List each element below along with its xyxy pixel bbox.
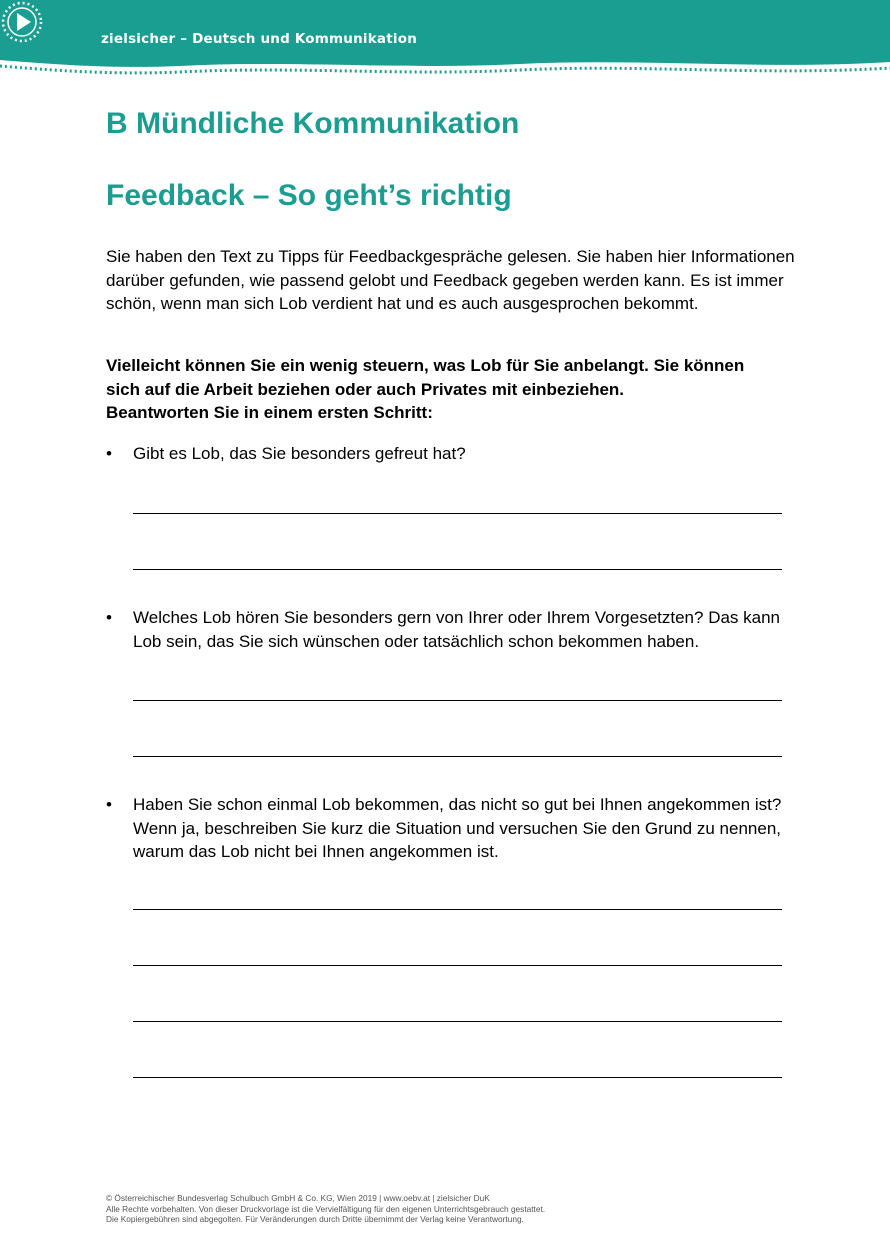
play-logo-icon <box>0 0 44 44</box>
question-1: Gibt es Lob, das Sie besonders gefreut hat? <box>133 444 466 463</box>
section-title: B Mündliche Kommunikation <box>106 107 520 140</box>
bullet-icon: • <box>106 795 112 814</box>
intro-paragraph: Sie haben den Text zu Tipps für Feedbackgespräche gelesen. Sie haben hier Informationen darüber gefunden, wie passend gelobt und Feedback gegeben werden kann. Es ist immer schön, wenn man sich Lob verdient hat und es auch ausgesprochen bekommt. <box>106 247 795 313</box>
answer-line[interactable] <box>133 909 782 910</box>
header-banner <box>0 0 890 80</box>
page-title: Feedback – So geht’s richtig <box>106 179 512 212</box>
copyright-footer <box>106 1193 806 1225</box>
bullet-icon: • <box>106 444 112 463</box>
answer-line[interactable] <box>133 1021 782 1022</box>
footer-line: Die Kopiergebühren sind abgegolten. Für Veränderungen durch Dritte übernimmt der Verlag keine Verantwortung. <box>106 1214 524 1224</box>
question-2: Welches Lob hören Sie besonders gern von Ihrer oder Ihrem Vorgesetzten? Das kann Lob sein, das Sie sich wünschen oder tatsächlich schon bekommen haben. <box>133 608 781 651</box>
task-line: sich auf die Arbeit beziehen oder auch Privates mit einbeziehen. <box>106 379 625 399</box>
footer-line: Alle Rechte vorbehalten. Von dieser Druckvorlage ist die Vervielfältigung für den eigenen Unterrichtsgebrauch gestattet. <box>106 1203 546 1214</box>
task-instruction <box>106 354 796 425</box>
answer-line[interactable] <box>133 569 782 570</box>
answer-line[interactable] <box>133 1077 782 1078</box>
footer-line: © Österreichischer Bundesverlag Schulbuch GmbH & Co. KG, Wien 2019 | www.oebv.at | zielsicher DuK <box>106 1193 490 1203</box>
answer-line[interactable] <box>133 700 782 701</box>
answer-line[interactable] <box>133 965 782 966</box>
answer-line[interactable] <box>133 513 782 514</box>
task-line: Beantworten Sie in einem ersten Schritt: <box>106 403 433 422</box>
bullet-icon: • <box>106 608 112 627</box>
brand-label: zielsicher – Deutsch und Kommunikation <box>101 31 418 47</box>
answer-line[interactable] <box>133 756 782 757</box>
task-line: Vielleicht können Sie ein wenig steuern, was Lob für Sie anbelangt. Sie können <box>106 356 745 375</box>
question-3: Haben Sie schon einmal Lob bekommen, das nicht so gut bei Ihnen angekommen ist? Wenn ja, beschreiben Sie kurz die Situation und versuchen Sie den Grund zu nennen, warum das Lob nicht bei Ihnen angekommen ist. <box>133 795 782 861</box>
